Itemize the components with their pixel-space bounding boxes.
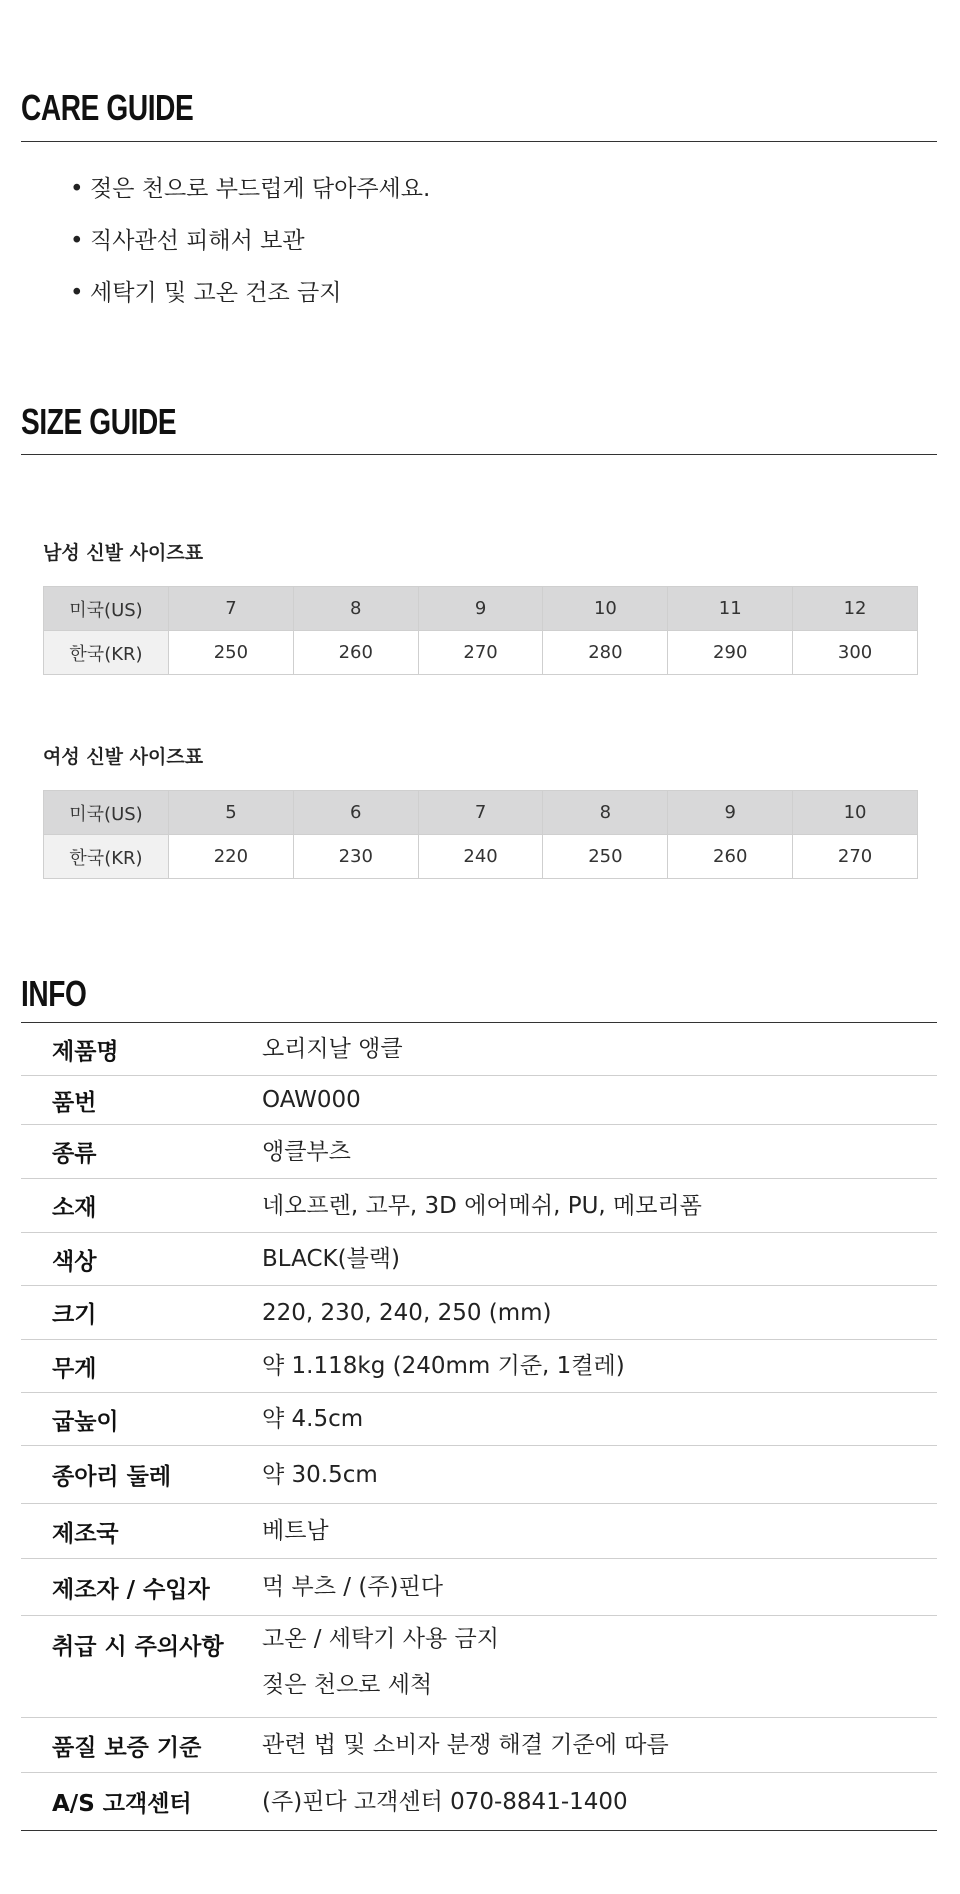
size-cell: 12	[793, 587, 918, 631]
info-value: OAW000	[262, 1076, 937, 1125]
care-item: • 젖은 천으로 부드럽게 닦아주세요.	[70, 176, 431, 202]
info-key: 제품명	[21, 1023, 262, 1076]
info-key: 제조국	[21, 1504, 262, 1559]
info-key: A/S 고객센터	[21, 1773, 262, 1831]
size-cell: 240	[418, 835, 543, 879]
table-row	[44, 791, 918, 835]
table-row	[21, 1393, 937, 1446]
info-key: 취급 시 주의사항	[21, 1616, 262, 1718]
care-list	[70, 172, 430, 328]
info-key: 소재	[21, 1179, 262, 1233]
table-row	[21, 1076, 937, 1125]
info-value: 오리지날 앵클	[262, 1023, 937, 1076]
table-row	[21, 1559, 937, 1616]
size-cell: 9	[668, 791, 793, 835]
info-key: 색상	[21, 1233, 262, 1286]
info-value: 먹 부츠 / (주)핀다	[262, 1559, 937, 1616]
info-value: 220, 230, 240, 250 (mm)	[262, 1286, 937, 1340]
info-key: 품번	[21, 1076, 262, 1125]
info-key: 크기	[21, 1286, 262, 1340]
size-cell: 260	[668, 835, 793, 879]
size-cell: 270	[793, 835, 918, 879]
size-cell: 9	[418, 587, 543, 631]
table-row	[21, 1773, 937, 1831]
row-label: 한국(KR)	[44, 631, 169, 675]
care-item: • 직사관선 피해서 보관	[70, 228, 305, 254]
size-cell: 5	[169, 791, 294, 835]
size-cell: 10	[793, 791, 918, 835]
info-value: 약 30.5cm	[262, 1446, 937, 1504]
table-row	[44, 835, 918, 879]
row-label: 미국(US)	[44, 587, 169, 631]
info-table	[21, 1022, 937, 1831]
size-cell: 230	[293, 835, 418, 879]
size-cell: 250	[169, 631, 294, 675]
info-value: 고온 / 세탁기 사용 금지 젖은 천으로 세척	[262, 1616, 937, 1718]
info-key: 제조자 / 수입자	[21, 1559, 262, 1616]
size-guide-divider	[21, 454, 937, 455]
table-row	[21, 1023, 937, 1076]
size-cell: 8	[543, 791, 668, 835]
care-item: • 세탁기 및 고온 건조 금지	[70, 280, 342, 306]
info-value: 네오프렌, 고무, 3D 에어메쉬, PU, 메모리폼	[262, 1179, 937, 1233]
size-cell: 220	[169, 835, 294, 879]
info-key: 무게	[21, 1340, 262, 1393]
row-label: 한국(KR)	[44, 835, 169, 879]
size-cell: 11	[668, 587, 793, 631]
size-cell: 8	[293, 587, 418, 631]
info-value: 베트남	[262, 1504, 937, 1559]
table-row	[21, 1286, 937, 1340]
table-row	[21, 1340, 937, 1393]
info-key: 종아리 둘레	[21, 1446, 262, 1504]
info-key: 품질 보증 기준	[21, 1718, 262, 1773]
care-guide-title: CARE GUIDE	[21, 87, 194, 128]
table-row	[21, 1125, 937, 1179]
info-value: 약 4.5cm	[262, 1393, 937, 1446]
info-value: (주)핀다 고객센터 070-8841-1400	[262, 1773, 937, 1831]
info-title: INFO	[21, 973, 87, 1014]
men-size-table	[43, 586, 918, 675]
size-cell: 260	[293, 631, 418, 675]
table-row	[21, 1718, 937, 1773]
size-cell: 290	[668, 631, 793, 675]
size-cell: 280	[543, 631, 668, 675]
info-value: 앵클부츠	[262, 1125, 937, 1179]
size-guide-title: SIZE GUIDE	[21, 401, 177, 442]
men-size-caption: 남성 신발 사이즈표	[43, 542, 204, 564]
women-size-caption: 여성 신발 사이즈표	[43, 746, 204, 768]
size-cell: 270	[418, 631, 543, 675]
info-key: 종류	[21, 1125, 262, 1179]
size-cell: 6	[293, 791, 418, 835]
info-value: BLACK(블랙)	[262, 1233, 937, 1286]
table-row	[21, 1616, 937, 1718]
table-row	[44, 631, 918, 675]
info-value: 약 1.118kg (240mm 기준, 1켤레)	[262, 1340, 937, 1393]
care-guide-divider	[21, 141, 937, 142]
women-size-table	[43, 790, 918, 879]
row-label: 미국(US)	[44, 791, 169, 835]
table-row	[21, 1446, 937, 1504]
table-row	[44, 587, 918, 631]
size-cell: 7	[169, 587, 294, 631]
table-row	[21, 1233, 937, 1286]
size-cell: 7	[418, 791, 543, 835]
info-key: 굽높이	[21, 1393, 262, 1446]
size-cell: 250	[543, 835, 668, 879]
table-row	[21, 1179, 937, 1233]
info-value: 관련 법 및 소비자 분쟁 해결 기준에 따름	[262, 1718, 937, 1773]
size-cell: 300	[793, 631, 918, 675]
table-row	[21, 1504, 937, 1559]
size-cell: 10	[543, 587, 668, 631]
